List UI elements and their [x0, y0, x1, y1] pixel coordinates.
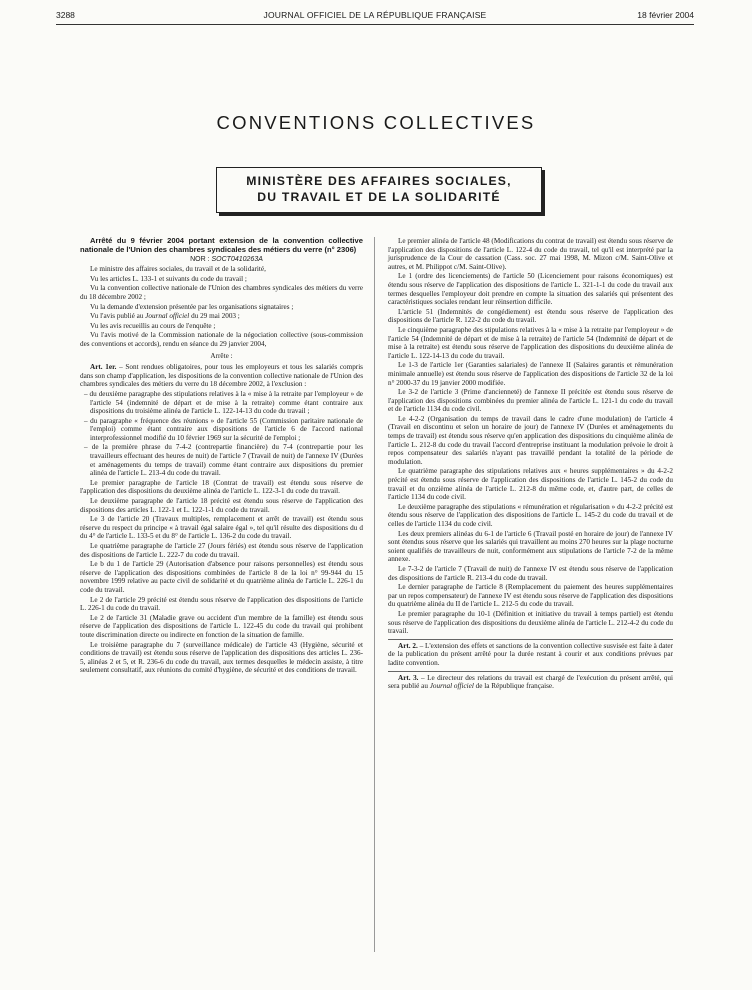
nor-code: SOCT0410263A	[211, 255, 263, 263]
article-label: Art. 1er.	[90, 363, 117, 372]
article-label: Art. 2.	[398, 641, 418, 650]
header-rule	[56, 24, 694, 25]
paragraph: Le 3-2 de l'article 3 (Prime d'ancienneté) de l'annexe II précitée est étendu sous réserve de l'application des dispositions combinées du premier alinéa de l'article L. 121-1 du code du travail et de l'article 1134 du code civil.	[388, 388, 673, 414]
text: Vu l'avis publié au	[90, 312, 144, 321]
running-header	[56, 10, 694, 24]
paragraph: Vu la demande d'extension présentée par les organisations signataires ;	[90, 302, 294, 311]
paragraph: Vu la convention collective nationale de l'Union des chambres syndicales des métiers du verre du 18 décembre 2002 ;	[80, 284, 363, 301]
paragraph	[80, 312, 363, 321]
journal-reference: Journal officiel	[145, 312, 190, 321]
decree-title: Arrêté du 9 février 2004 portant extension de la convention collective nationale de l'Union des chambres syndicales des métiers du verre (n° 2306)	[80, 236, 363, 254]
paragraph: Le dernier paragraphe de l'article 8 (Remplacement du paiement des heures supplémentaires par un repos compensateur) de l'annexe IV est étendu sous réserve de l'application des dispositions du quatrième alinéa du II de l'article L. 212-5 du code du travail.	[388, 583, 673, 609]
exclusion-item: – du deuxième paragraphe des stipulations relatives à la « mise à la retraite par l'employeur » de l'article 54 (indemnité de départ et de mise à la retraite) comme étant contraire aux dispositions du troisième alinéa de l'article L. 122-14-13 du code du travail ;	[84, 389, 363, 416]
paragraph: Le cinquième paragraphe des stipulations relatives à la « mise à la retraite par l'employeur » de l'article 54 (Indemnité de départ et de mise à la retraite) de l'article 54 (Indemnité de départ et de mise à la retraite) est étendu sous réserve de l'application des dispositions du deuxième alinéa de l'article L. 122-14-13 du code du travail.	[388, 325, 673, 360]
journal-title: JOURNAL OFFICIEL DE LA RÉPUBLIQUE FRANÇAISE	[263, 10, 487, 20]
paragraph: Vu les avis recueillis au cours de l'enquête ;	[90, 321, 216, 330]
section-title: CONVENTIONS COLLECTIVES	[216, 112, 536, 133]
issue-date: 18 février 2004	[637, 10, 694, 20]
article-1	[80, 363, 363, 389]
paragraph: Le 1-3 de l'article 1er (Garanties salariales) de l'annexe II (Salaires garantis et rémunération minimale annuelle) est étendu sous réserve de l'application des dispositions de l'article 32 de la loi n° 2000-37 du 19 janvier 2000 modifiée.	[388, 361, 673, 387]
article-2	[388, 639, 673, 668]
article-label: Art. 3.	[398, 673, 419, 682]
text: – Le directeur des relations du travail est chargé de l'exécution du présent arrêté, qui sera publié au	[388, 673, 674, 691]
text: – Sont rendues obligatoires, pour tous les employeurs et tous les salariés compris dans son champ d'application, les dispositions de la convention collective nationale de l'Union des chambres syndicales des métiers du verre du 18 décembre 2002, à l'exclusion :	[80, 363, 363, 389]
right-column	[388, 237, 673, 692]
paragraph: Le 2 de l'article 29 précité est étendu sous réserve de l'application des dispositions de l'article L. 226-1 du code du travail.	[80, 595, 363, 613]
paragraph: Le quatrième paragraphe de l'article 27 (Jours fériés) est étendu sous réserve de l'application des dispositions de l'article L. 222-7 du code du travail.	[80, 542, 363, 559]
article-3	[388, 671, 673, 691]
nor-label: NOR :	[190, 255, 210, 263]
paragraph: Le premier alinéa de l'article 48 (Modifications du contrat de travail) est étendu sous réserve de l'application des dispositions de l'article L. 122-4 du code du travail, tel qu'il est interprété par la jurisprudence de la Cour de cassation (Cass. soc. 27 mai 1998, M. Mizon c/M. Saint-Olive et autres, et M. Philippot c/M. Saint-Olive).	[388, 237, 673, 271]
journal-reference: Journal officiel	[429, 682, 474, 691]
text: du 29 mai 2003 ;	[191, 312, 240, 321]
paragraph: Vu l'avis motivé de la Commission nationale de la négociation collective (sous-commission des conventions et accords), rendu en séance du 29 janvier 2004,	[80, 331, 363, 348]
paragraph: Le 2 de l'article 31 (Maladie grave ou accident d'un membre de la famille) est étendu sous réserve de l'application des dispositions de l'article L. 122-45 du code du travail qui prohibent toute discrimination directe ou indirecte en fonction de la situation de famille.	[80, 613, 363, 639]
text: – L'extension des effets et sanctions de la convention collective susvisée est faite à dater de la publication du présent arrêté pour la durée restant à courir et aux conditions prévues par ladite convention.	[388, 641, 673, 667]
paragraph: Le premier paragraphe de l'article 18 (Contrat de travail) est étendu sous réserve de l'application des dispositions du deuxième alinéa de l'article L. 122-3-1 du code du travail.	[80, 478, 363, 496]
column-divider	[374, 237, 375, 952]
paragraph: Les deux premiers alinéas du 6-1 de l'article 6 (Travail posté en horaire de jour) de l'annexe IV sont étendus sous réserve que les salariés qui travaillent au moins 270 heures sur la plage nocturne soient qualifiés de travailleurs de nuit, conformément aux stipulations de l'article 7-2 de la même annexe.	[388, 529, 673, 564]
arrete-heading: Arrête :	[210, 351, 233, 360]
paragraph: Le 4-2-2 (Organisation du temps de travail dans le cadre d'une modulation) de l'article 4 (Travail en discontinu et selon un horaire de jour) de l'annexe IV (Durées et aménagements du temps de travail) est étendu sous réserve qu'en application des dispositions du cinquième alinéa de l'article L. 212-8 du code du travail l'accord d'entreprise instituant la modulation prévoie le droit à repos compensateur des salariés n'ayant pas travaillé pendant la totalité de la période de modulation.	[388, 414, 673, 466]
paragraph: L'article 51 (Indemnités de congédiement) est étendu sous réserve de l'application des dispositions de l'article R. 122-2 du code du travail.	[388, 307, 673, 325]
left-column	[80, 237, 363, 676]
ministry-box	[216, 167, 542, 213]
paragraph: Le deuxième paragraphe des stipulations « rémunération et régularisation » du 4-2-2 précité est étendu sous réserve de l'application des dispositions de l'article L. 145-2 du code du travail et de celles de l'article 1134 du code civil.	[388, 502, 673, 528]
ministry-line-2: DU TRAVAIL ET DE LA SOLIDARITÉ	[257, 190, 501, 204]
paragraph: Le b du 1 de l'article 29 (Autorisation d'absence pour raisons personnelles) est étendu sous réserve de l'application des dispositions combinées de l'article 8 de la loi n° 99-944 du 15 novembre 1999 relative au pacte civil de solidarité et du quatrième alinéa de l'article L. 226-1 du code du travail.	[80, 560, 363, 594]
nor-reference	[80, 256, 363, 265]
exclusion-item: – de la première phrase du 7-4-2 (contrepartie financière) du 7-4 (contrepartie pour les travailleurs effectuant des heures de nuit) de l'article 7 (Travail de nuit) de l'annexe IV (Durées et aménagements du temps de travail) comme étant contraire aux dispositions du premier alinéa de l'article L. 213-4 du code du travail.	[84, 443, 363, 478]
paragraph: Le 1 (ordre des licenciements) de l'article 50 (Licenciement pour raisons économiques) est étendu sous réserve de l'application des dispositions de l'article L. 321-1-1 du code du travail aux termes desquelles l'employeur doit prendre en compte la situation des salariés qui présentent des caractéristiques sociales rendant leur réinsertion difficile.	[388, 272, 673, 307]
paragraph: Le ministre des affaires sociales, du travail et de la solidarité,	[90, 265, 266, 274]
paragraph: Le 3 de l'article 20 (Travaux multiples, remplacement et arrêt de travail) est étendu sous réserve du respect du principe « à travail égal salaire égal », tel qu'il résulte des dispositions du d du 4° de l'article L. 133-5 et du 8° de l'article L. 136-2 du code du travail.	[80, 515, 363, 541]
paragraph: Le quatrième paragraphe des stipulations relatives aux « heures supplémentaires » du 4-2-2 précité est étendu sous réserve de l'application des dispositions de l'article L. 145-2 du code du travail et du onzième alinéa de l'article L. 212-8 du même code, et, d'autre part, de celles de l'article 1134 du code civil.	[388, 467, 673, 502]
text: de la République française.	[473, 682, 554, 691]
paragraph: Le premier paragraphe du 10-1 (Définition et initiative du travail à temps partiel) est étendu sous réserve de l'application des dispositions du deuxième alinéa de l'article L. 212-4-2 du code du travail.	[388, 609, 673, 636]
paragraph: Le deuxième paragraphe de l'article 18 précité est étendu sous réserve de l'application des dispositions des articles L. 122-1 et L. 122-1-1 du code du travail.	[80, 497, 363, 514]
paragraph: Le troisième paragraphe du 7 (surveillance médicale) de l'article 43 (Hygiène, sécurité et conditions de travail) est étendu sous réserve de l'application des dispositions des articles L. 236-5, alinéas 2 et 5, et R. 236-6 du code du travail, aux termes desquelles le médecin assiste, à titre seulement consultatif, aux réunions du comité d'hygiène, de sécurité et des conditions de travail.	[80, 640, 363, 675]
ministry-line-1: MINISTÈRE DES AFFAIRES SOCIALES,	[246, 174, 512, 188]
paragraph: Vu les articles L. 133-1 et suivants du code du travail ;	[90, 274, 247, 283]
page-number: 3288	[56, 10, 75, 20]
paragraph: Le 7-3-2 de l'article 7 (Travail de nuit) de l'annexe IV est étendu sous réserve de l'application des dispositions de l'article R. 213-4 du code du travail.	[388, 564, 673, 582]
exclusion-item: – du paragraphe « fréquence des réunions » de l'article 55 (Commission paritaire nationale de l'emploi) comme étant contraire aux dispositions de l'article 6 de l'accord national interprofessionnel modifié du 10 février 1969 sur la sécurité de l'emploi ;	[84, 416, 363, 442]
